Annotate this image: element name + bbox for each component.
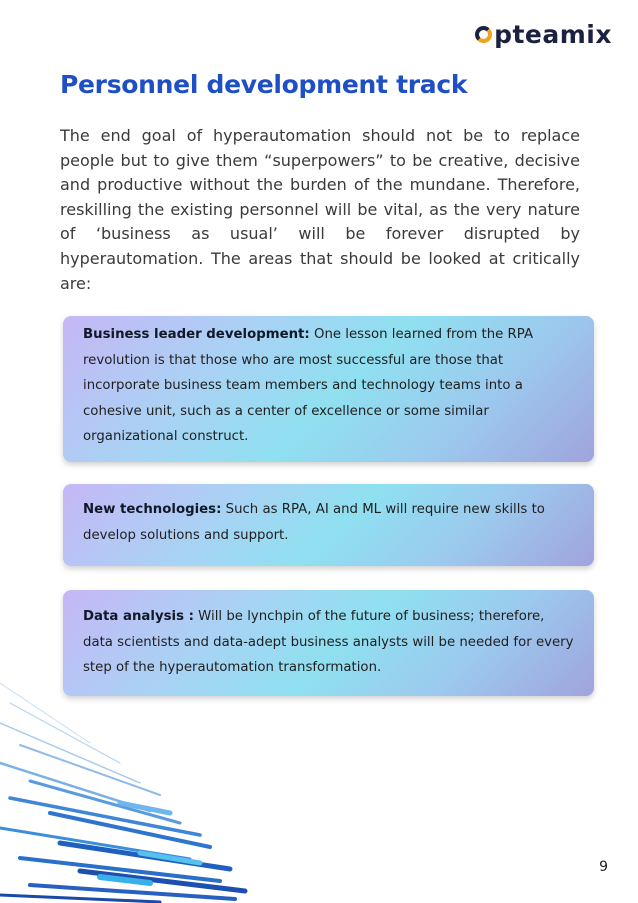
logo-o-icon	[475, 26, 492, 43]
card-text: Will be lynchpin of the future of business; therefore, data scientists and data-adept business analysts will be needed for every step of the hyperautomation transformation.	[83, 609, 574, 675]
decorative-streaks	[0, 663, 250, 903]
opteamix-logo	[475, 16, 612, 52]
card-text: One lesson learned from the RPA revolution is that those who are most successful are those that incorporate business team members and technology teams into a cohesive unit, such as a center of excellence or some similar organizational construct.	[83, 327, 534, 444]
card-heading: Data analysis :	[83, 609, 194, 624]
card-business-leader-development	[63, 316, 594, 462]
card-heading: Business leader development:	[83, 327, 310, 342]
page-title: Personnel development track	[60, 70, 468, 99]
card-new-technologies	[63, 484, 594, 566]
intro-paragraph: The end goal of hyperautomation should not be to replace people but to give them “superpowers” to be creative, decisive and productive without the burden of the mundane. Therefore, reskilling the existing personnel will be vital, as the very nature of ‘business as usual’ will be forever disrupted by hyperautomation. The areas that should be looked at critically are:	[60, 126, 580, 293]
card-heading: New technologies:	[83, 502, 222, 517]
logo-text: pteamix	[494, 19, 612, 49]
card-text: Such as RPA, AI and ML will require new skills to develop solutions and support.	[83, 502, 545, 543]
page-number: 9	[599, 859, 608, 875]
